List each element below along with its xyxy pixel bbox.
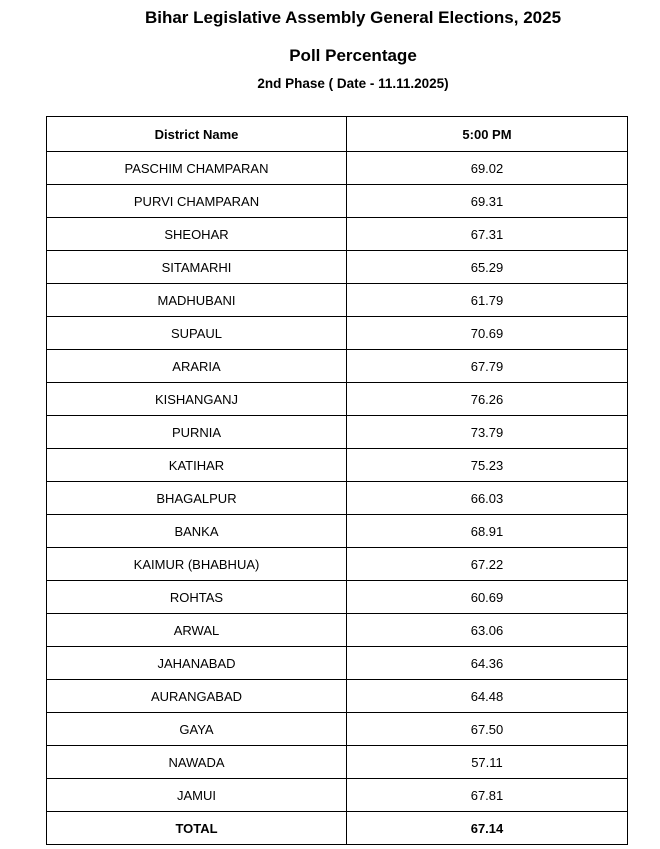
poll-percentage-cell: 69.31	[347, 185, 628, 218]
poll-percentage-cell: 64.36	[347, 647, 628, 680]
district-name-cell: BANKA	[47, 515, 347, 548]
poll-percentage-cell: 63.06	[347, 614, 628, 647]
poll-percentage-cell: 61.79	[347, 284, 628, 317]
district-name-cell: MADHUBANI	[47, 284, 347, 317]
table-row	[47, 383, 628, 416]
district-name-cell: KATIHAR	[47, 449, 347, 482]
poll-percentage-cell: 70.69	[347, 317, 628, 350]
district-name-cell: SITAMARHI	[47, 251, 347, 284]
table-row	[47, 218, 628, 251]
table-row	[47, 548, 628, 581]
poll-percentage-cell: 67.22	[347, 548, 628, 581]
poll-percentage-cell: 57.11	[347, 746, 628, 779]
district-name-cell: GAYA	[47, 713, 347, 746]
page-subtitle: Poll Percentage	[289, 46, 417, 65]
table-row	[47, 647, 628, 680]
district-name-cell: NAWADA	[47, 746, 347, 779]
table-row	[47, 185, 628, 218]
table-row	[47, 515, 628, 548]
poll-percentage-cell: 67.50	[347, 713, 628, 746]
poll-percentage-cell: 65.29	[347, 251, 628, 284]
poll-percentage-cell: 67.31	[347, 218, 628, 251]
poll-percentage-cell: 73.79	[347, 416, 628, 449]
district-name-cell: ROHTAS	[47, 581, 347, 614]
table-row	[47, 152, 628, 185]
poll-percentage-cell: 66.03	[347, 482, 628, 515]
district-name-cell: PURNIA	[47, 416, 347, 449]
district-name-cell: PURVI CHAMPARAN	[47, 185, 347, 218]
column-header-time: 5:00 PM	[347, 117, 628, 152]
poll-percentage-cell: 76.26	[347, 383, 628, 416]
table-row	[47, 680, 628, 713]
phase-date: 2nd Phase ( Date - 11.11.2025)	[257, 76, 449, 91]
page-title: Bihar Legislative Assembly General Elections, 2025	[144, 8, 562, 27]
district-name-cell: ARWAL	[47, 614, 347, 647]
poll-percentage-cell: 69.02	[347, 152, 628, 185]
table-row	[47, 614, 628, 647]
district-name-cell: PASCHIM CHAMPARAN	[47, 152, 347, 185]
table-row	[47, 779, 628, 812]
district-name-cell: KAIMUR (BHABHUA)	[47, 548, 347, 581]
table-row	[47, 713, 628, 746]
district-name-cell: SUPAUL	[47, 317, 347, 350]
table-row	[47, 416, 628, 449]
district-name-cell: JAMUI	[47, 779, 347, 812]
table-row	[47, 449, 628, 482]
table-row	[47, 251, 628, 284]
district-name-cell: KISHANGANJ	[47, 383, 347, 416]
table-row	[47, 317, 628, 350]
table-row	[47, 581, 628, 614]
poll-percentage-table	[46, 116, 628, 845]
total-label: TOTAL	[47, 812, 347, 845]
table-row	[47, 482, 628, 515]
district-name-cell: ARARIA	[47, 350, 347, 383]
poll-percentage-cell: 75.23	[347, 449, 628, 482]
poll-percentage-cell: 68.91	[347, 515, 628, 548]
district-name-cell: SHEOHAR	[47, 218, 347, 251]
table-row	[47, 284, 628, 317]
column-header-district: District Name	[47, 117, 347, 152]
table-row	[47, 746, 628, 779]
district-name-cell: JAHANABAD	[47, 647, 347, 680]
poll-percentage-cell: 64.48	[347, 680, 628, 713]
district-name-cell: AURANGABAD	[47, 680, 347, 713]
poll-percentage-cell: 60.69	[347, 581, 628, 614]
poll-percentage-cell: 67.79	[347, 350, 628, 383]
total-value: 67.14	[347, 812, 628, 845]
district-name-cell: BHAGALPUR	[47, 482, 347, 515]
total-row	[47, 812, 628, 845]
table-header-row	[47, 117, 628, 152]
table-row	[47, 350, 628, 383]
poll-percentage-cell: 67.81	[347, 779, 628, 812]
